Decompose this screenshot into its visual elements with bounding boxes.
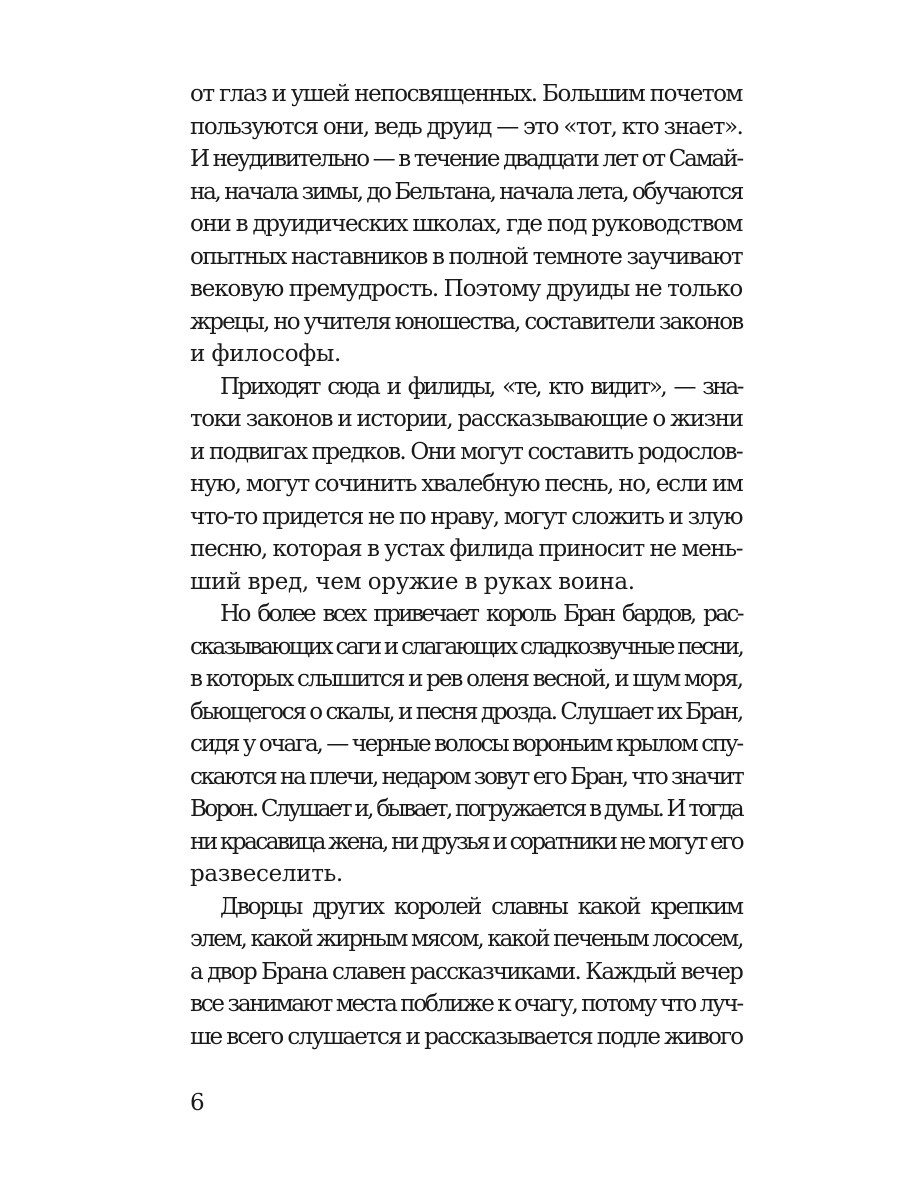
paragraph <box>190 598 742 891</box>
text-line: на, начала зимы, до Бельтана, начала лета, обучаются <box>190 178 743 205</box>
text-line: жрецы, но учителя юношества, составители законов <box>190 308 743 335</box>
text-line: и философы. <box>190 341 341 367</box>
text-line: сидя у очага, — черные волосы вороньим крылом спу- <box>190 731 742 757</box>
text-line: И неудивительно — в течение двадцати лет от Самай- <box>190 146 742 172</box>
text-line: ше всего слушается и рассказывается подле живого <box>190 1023 743 1050</box>
text-line: в которых слышится и рев оленя весной, и шум моря, <box>190 666 742 692</box>
text-line: развеселить. <box>190 861 343 887</box>
paragraph <box>190 891 742 1054</box>
text-line: они в друидических школах, где под руководством <box>190 211 742 237</box>
paragraph <box>190 371 742 599</box>
text-line: ни красавица жена, ни друзья и соратники не могут его <box>190 828 743 855</box>
text-line: бьющегося о скалы, и песня дрозда. Слушает их Бран, <box>190 698 742 725</box>
text-line: Ворон. Слушает и, бывает, погружается в думы. И тогда <box>190 796 742 822</box>
text-line: Но более всех привечает король Бран бардов, рас- <box>220 601 742 627</box>
text-line: опытных наставников в полной темноте заучивают <box>190 243 742 270</box>
text-line: Приходят сюда и филиды, «те, кто видит», — зна- <box>220 373 742 400</box>
text-line: от глаз и ушей непосвященных. Большим почетом <box>190 81 742 107</box>
text-line: что-то придется не по нраву, могут сложить и злую <box>190 503 743 530</box>
text-line: элем, какой жирным мясом, какой печеным лососем, <box>190 926 743 952</box>
text-line: пользуются они, ведь друид — это «тот, кто знает». <box>190 113 743 140</box>
text-line: ную, могут сочинить хвалебную песнь, но, если им <box>190 471 743 497</box>
text-line: сказывающих саги и слагающих сладкозвучные песни, <box>190 633 743 660</box>
text-line: а двор Брана славен рассказчиками. Каждый вечер <box>190 958 743 985</box>
text-line: песню, которая в устах филида приносит не мень- <box>190 536 743 562</box>
text-line: скаются на плечи, недаром зовут его Бран, что значит <box>190 763 743 790</box>
page-number: 6 <box>190 1090 205 1116</box>
text-line: и подвигах предков. Они могут составить родослов- <box>190 438 742 465</box>
text-line: все занимают места поближе к очагу, потому что луч- <box>190 991 742 1017</box>
text-line: токи законов и истории, рассказывающие о жизни <box>190 406 743 432</box>
paragraph <box>190 78 742 371</box>
body-text <box>190 78 742 1053</box>
text-line: вековую премудрость. Поэтому друиды не только <box>190 276 742 302</box>
text-line: Дворцы других королей славны какой крепким <box>220 893 742 920</box>
text-line: ший вред, чем оружие в руках воина. <box>190 568 635 595</box>
